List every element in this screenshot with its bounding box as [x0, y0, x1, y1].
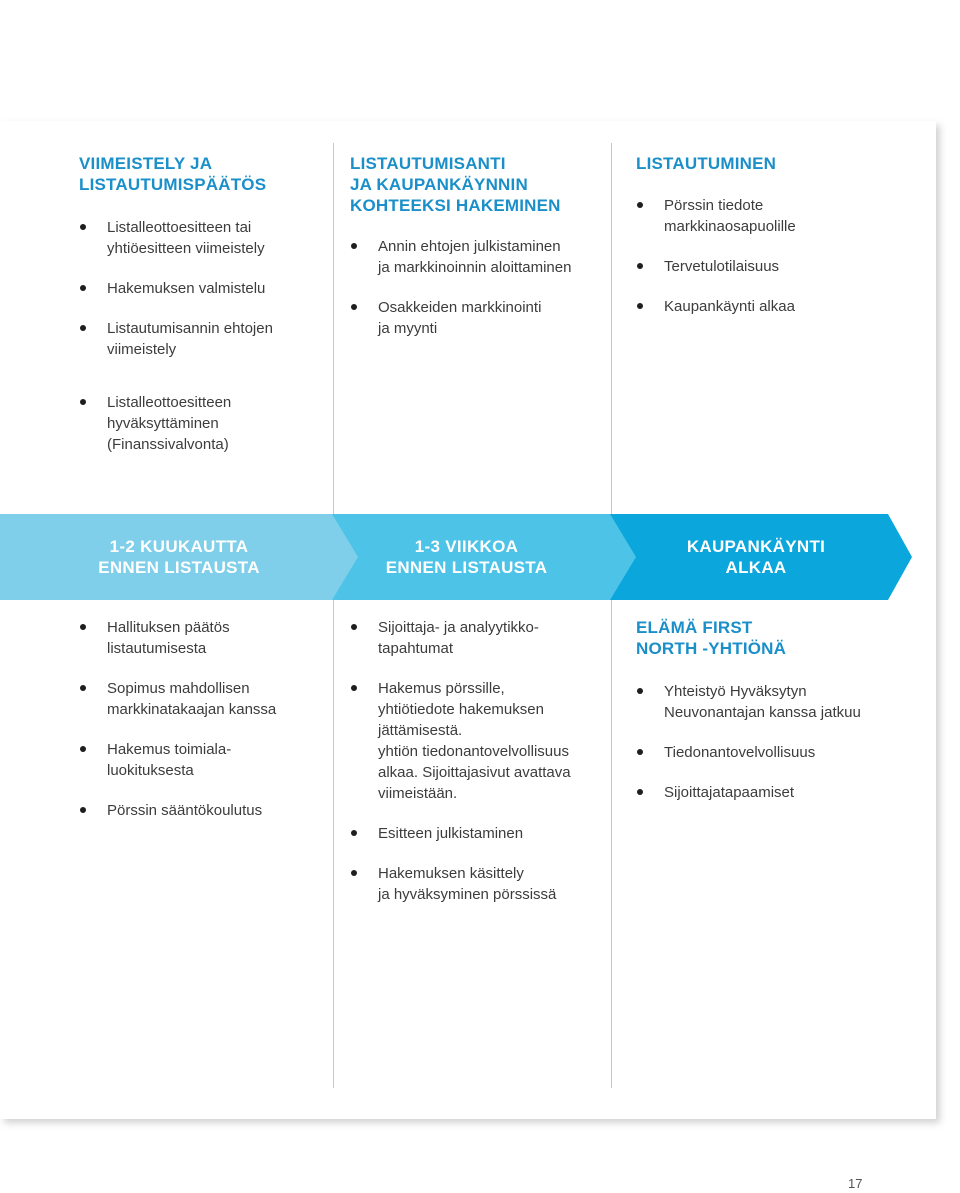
column-divider-1	[333, 143, 334, 514]
item-list	[79, 617, 329, 821]
column-heading: VIIMEISTELY JA LISTAUTUMISPÄÄTÖS	[79, 154, 267, 194]
item-list	[350, 617, 605, 905]
item-list	[79, 217, 329, 455]
list-item: Sopimus mahdollisen markkinatakaajan kanssa	[79, 678, 329, 720]
list-item: Hallituksen päätös listautumisesta	[79, 617, 329, 659]
column-divider-2	[611, 143, 612, 514]
column-heading: LISTAUTUMINEN	[636, 154, 777, 173]
item-list	[636, 681, 926, 803]
top-column-2	[350, 153, 605, 358]
list-item: Pörssin tiedote markkinaosapuolille	[636, 195, 906, 237]
top-column-1	[79, 153, 329, 474]
phase-label-1: 1-2 KUUKAUTTA ENNEN LISTAUSTA	[98, 537, 260, 577]
list-item: Hakemus pörssille, yhtiötiedote hakemuksen jättämisestä. yhtiön tiedonantovelvollisuus alkaa. Sijoittajasivut avattava viimeistään.	[350, 678, 605, 804]
item-list	[636, 195, 906, 317]
column-heading: LISTAUTUMISANTI JA KAUPANKÄYNNIN KOHTEEKSI HAKEMINEN	[350, 154, 561, 215]
list-item: Listalleottoesitteen hyväksyttäminen (Finanssivalvonta)	[79, 392, 329, 455]
page-number: 17	[848, 1176, 863, 1191]
list-item: Kaupankäynti alkaa	[636, 296, 906, 317]
column-heading: ELÄMÄ FIRST NORTH -YHTIÖNÄ	[636, 618, 787, 658]
phase-label-3: KAUPANKÄYNTI ALKAA	[686, 537, 826, 577]
list-item: Osakkeiden markkinointi ja myynti	[350, 297, 605, 339]
bottom-column-2	[350, 617, 605, 924]
list-item: Listalleottoesitteen tai yhtiöesitteen viimeistely	[79, 217, 329, 259]
list-item: Hakemuksen käsittely ja hyväksyminen pörssissä	[350, 863, 605, 905]
column-divider-3	[333, 600, 334, 1088]
list-item: Sijoittaja- ja analyytikko- tapahtumat	[350, 617, 605, 659]
bottom-column-1	[79, 617, 329, 840]
list-item: Listautumisannin ehtojen viimeistely	[79, 318, 329, 360]
phase-band	[0, 514, 912, 600]
list-item: Tervetulotilaisuus	[636, 256, 906, 277]
list-item: Sijoittajatapaamiset	[636, 782, 926, 803]
bottom-column-3	[636, 617, 926, 822]
list-item: Pörssin sääntökoulutus	[79, 800, 329, 821]
phase-label-2: 1-3 VIIKKOA ENNEN LISTAUSTA	[385, 537, 548, 577]
list-item: Hakemuksen valmistelu	[79, 278, 329, 299]
column-divider-4	[611, 600, 612, 1088]
list-item: Yhteistyö Hyväksytyn Neuvonantajan kanssa jatkuu	[636, 681, 926, 723]
list-item: Annin ehtojen julkistaminen ja markkinoinnin aloittaminen	[350, 236, 605, 278]
top-column-3	[636, 153, 906, 336]
list-item: Hakemus toimiala- luokituksesta	[79, 739, 329, 781]
item-list	[350, 236, 605, 339]
list-item: Esitteen julkistaminen	[350, 823, 605, 844]
list-item: Tiedonantovelvollisuus	[636, 742, 926, 763]
